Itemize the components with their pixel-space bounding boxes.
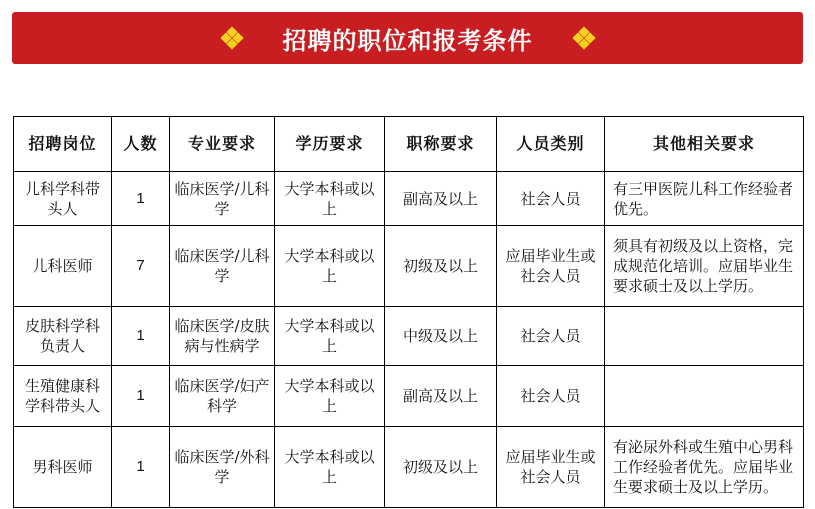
header-category: 人员类别 — [497, 117, 605, 172]
diamond-ornament-icon — [221, 27, 243, 49]
cell-category: 社会人员 — [497, 366, 605, 427]
cell-position: 儿科医师 — [14, 226, 112, 307]
cell-title: 中级及以上 — [385, 307, 497, 366]
header-other: 其他相关要求 — [605, 117, 804, 172]
cell-other: 有三甲医院儿科工作经验者优先。 — [605, 172, 804, 226]
table-row — [14, 172, 804, 226]
cell-education: 大学本科或以上 — [275, 226, 385, 307]
table-header-row — [14, 117, 804, 172]
cell-title: 副高及以上 — [385, 172, 497, 226]
cell-position: 男科医师 — [14, 427, 112, 508]
table-row — [14, 366, 804, 427]
cell-category: 社会人员 — [497, 172, 605, 226]
banner-title: 招聘的职位和报考条件 — [282, 26, 533, 55]
cell-other: 须具有初级及以上资格，完成规范化培训。应届毕业生要求硕士及以上学历。 — [605, 226, 804, 307]
diamond-ornament-icon — [573, 27, 595, 49]
cell-count: 1 — [112, 307, 170, 366]
cell-count: 7 — [112, 226, 170, 307]
cell-position: 生殖健康科学科带头人 — [14, 366, 112, 427]
cell-education: 大学本科或以上 — [275, 427, 385, 508]
cell-count: 1 — [112, 366, 170, 427]
cell-title: 副高及以上 — [385, 366, 497, 427]
table-row — [14, 307, 804, 366]
cell-title: 初级及以上 — [385, 427, 497, 508]
header-education: 学历要求 — [275, 117, 385, 172]
cell-education: 大学本科或以上 — [275, 307, 385, 366]
cell-count: 1 — [112, 172, 170, 226]
cell-other — [605, 307, 804, 366]
cell-major: 临床医学/儿科学 — [170, 226, 275, 307]
cell-education: 大学本科或以上 — [275, 172, 385, 226]
cell-education: 大学本科或以上 — [275, 366, 385, 427]
cell-position: 皮肤科学科负责人 — [14, 307, 112, 366]
header-count: 人数 — [112, 117, 170, 172]
table-row — [14, 226, 804, 307]
table-row — [14, 427, 804, 508]
cell-position: 儿科学科带头人 — [14, 172, 112, 226]
cell-other — [605, 366, 804, 427]
cell-title: 初级及以上 — [385, 226, 497, 307]
cell-other: 有泌尿外科或生殖中心男科工作经验者优先。应届毕业生要求硕士及以上学历。 — [605, 427, 804, 508]
cell-major: 临床医学/外科学 — [170, 427, 275, 508]
cell-major: 临床医学/儿科学 — [170, 172, 275, 226]
cell-count: 1 — [112, 427, 170, 508]
cell-category: 应届毕业生或社会人员 — [497, 427, 605, 508]
section-banner — [12, 12, 803, 64]
cell-category: 社会人员 — [497, 307, 605, 366]
header-major: 专业要求 — [170, 117, 275, 172]
header-position: 招聘岗位 — [14, 117, 112, 172]
recruitment-table — [13, 116, 804, 508]
cell-category: 应届毕业生或社会人员 — [497, 226, 605, 307]
cell-major: 临床医学/皮肤病与性病学 — [170, 307, 275, 366]
cell-major: 临床医学/妇产科学 — [170, 366, 275, 427]
header-title: 职称要求 — [385, 117, 497, 172]
